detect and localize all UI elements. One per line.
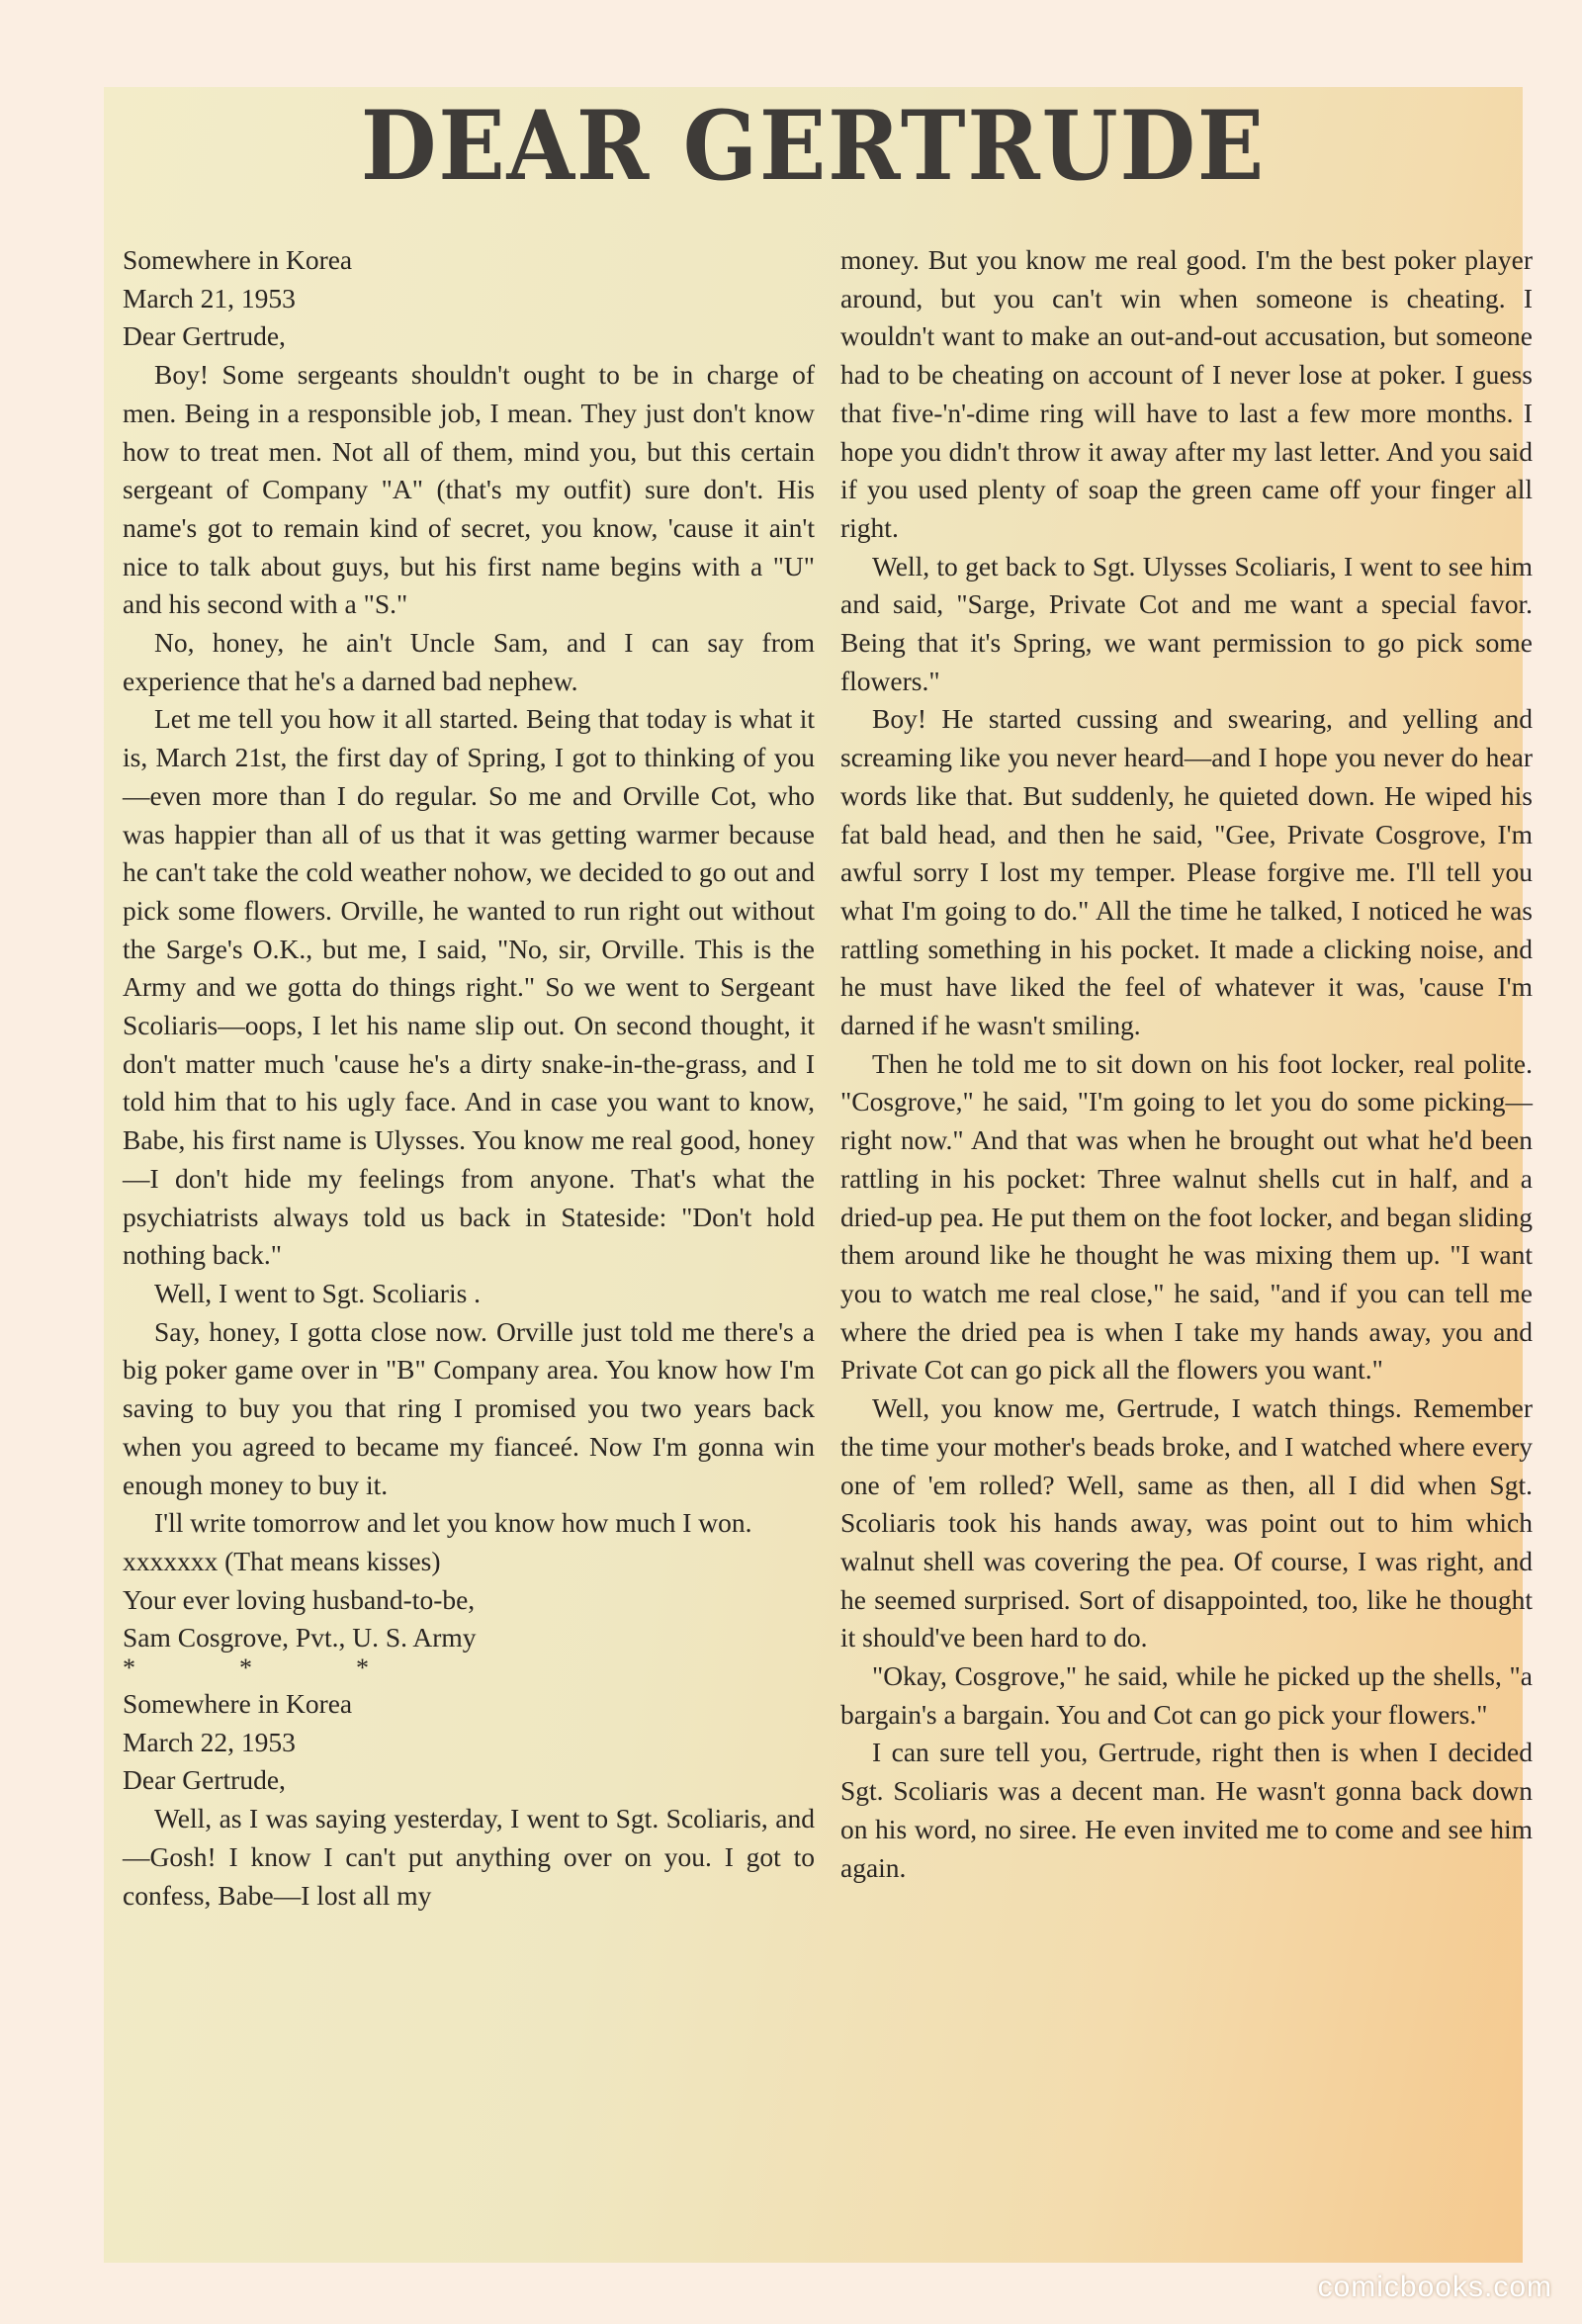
letter2-paragraph: money. But you know me real good. I'm the best poker player around, but you can't win when someone is cheating. I wouldn't want to make an out-and-out accusation, but someone had to be cheating on account of I never lose at poker. I guess that five-'n'-dime ring will have to last a few more months. I hope you didn't throw it away after my last letter. And you said if you used plenty of soap the green came off your finger all right. <box>840 244 1533 543</box>
letter1-place: Somewhere in Korea <box>123 244 353 275</box>
separator-star: * <box>123 1654 135 1683</box>
letter1-paragraph: Let me tell you how it all started. Being that today is what it is, March 21st, the first day of Spring, I got to thinking of you—even more than I do regular. So me and Orville Cot, who was happier than all of us that it was getting warmer because he can't take the cold weather nohow, we decided to go out and pick some flowers. Orville, he wanted to run right out without the Sarge's O.K., but me, I said, "No, sir, Orville. This is the Army and we gotta do things right." So we went to Sergeant Scoliaris—oops, I let his name slip out. On second thought, it don't matter much 'cause he's a dirty snake-in-the-grass, and I told him that to his ugly face. And in case you want to know, Babe, his first name is Ulysses. You know me real good, honey—I don't hide my feelings from anyone. That's what the psychiatrists always told us back in Stateside: "Don't hold nothing back." <box>123 703 815 1271</box>
letter2-place: Somewhere in Korea <box>123 1688 353 1720</box>
letter2-paragraph: Well, you know me, Gertrude, I watch things. Remember the time your mother's beads broke, and I watched where every one of 'em rolled? Well, same as then, all I did when Sgt. Scoliaris took his hands away, was point out to him which walnut shell was covering the pea. Of course, I was right, and he seemed surprised. Sort of disappointed, too, like he thought it should've been hard to do. <box>840 1392 1533 1654</box>
letter1-paragraph: Say, honey, I gotta close now. Orville just told me there's a big poker game over in "B" Company area. You know how I'm saving to buy you that ring I promised you two years back when you agreed to became my fianceé. Now I'm gonna win enough money to buy it. <box>123 1315 815 1500</box>
letter2-paragraph: "Okay, Cosgrove," he said, while he picked up the shells, "a bargain's a bargain. You and Cot can go pick your flowers." <box>840 1660 1533 1730</box>
letter1-date: March 21, 1953 <box>123 282 296 313</box>
site-watermark: comicbooks.com <box>1317 2271 1552 2303</box>
letter2-date: March 22, 1953 <box>123 1726 296 1757</box>
letter1-paragraph: Boy! Some sergeants shouldn't ought to be in charge of men. Being in a responsible job, I mean. They just don't know how to treat men. Not all of them, mind you, but this certain sergeant of Company "A" (that's my outfit) sure don't. His name's got to remain kind of secret, you know, 'cause it ain't nice to talk about guys, but his first name begins with a "U" and his second with a "S." <box>123 359 815 620</box>
letter2-greeting: Dear Gertrude, <box>123 1764 286 1796</box>
section-separator <box>123 1654 815 1683</box>
separator-star: * <box>239 1654 252 1683</box>
letter1-paragraph: Well, I went to Sgt. Scoliaris . <box>154 1277 482 1308</box>
letter1-paragraph: I'll write tomorrow and let you know how much I won. <box>154 1507 752 1539</box>
letter2-paragraph: Boy! He started cussing and swearing, and yelling and screaming like you never heard—and I hope you never do hear words like that. But suddenly, he quieted down. He wiped his fat bald head, and then he said, "Gee, Private Cosgrove, I'm awful sorry I lost my temper. Please forgive me. I'll tell you what I'm going to do." All the time he talked, I noticed he was rattling something in his pocket. It made a clicking noise, and he must have liked the feel of whatever it was, 'cause I'm darned if he wasn't smiling. <box>840 703 1533 1041</box>
letter1-kisses: xxxxxxx (That means kisses) <box>123 1545 441 1576</box>
letter2-paragraph: Well, to get back to Sgt. Ulysses Scoliaris, I went to see him and said, "Sarge, Private Cot and me want a special favor. Being that it's Spring, we want permission to go pick some flowers." <box>840 550 1533 696</box>
right-column <box>840 241 1533 1887</box>
letter1-paragraph: No, honey, he ain't Uncle Sam, and I can say from experience that he's a darned bad nephew. <box>123 627 815 696</box>
letter1-signature: Sam Cosgrove, Pvt., U. S. Army <box>123 1622 477 1654</box>
letter1-closing: Your ever loving husband-to-be, <box>123 1583 476 1615</box>
letter1-greeting: Dear Gertrude, <box>123 320 286 352</box>
page-title: DEAR GERTRUDE <box>360 90 1267 202</box>
left-column <box>123 241 815 1915</box>
letter2-paragraph: Well, as I was saying yesterday, I went to Sgt. Scoliaris, and—Gosh! I know I can't put anything over on you. I got to confess, Babe—I lost all my <box>123 1803 815 1911</box>
separator-star: * <box>356 1654 369 1683</box>
letter2-paragraph: Then he told me to sit down on his foot locker, real polite. "Cosgrove," he said, "I'm going to let you do some picking—right now." And that was when he brought out what he'd been rattling in his pocket: Three walnut shells cut in half, and a dried-up pea. He put them on the foot locker, and began sliding them around like he thought he was mixing them up. "I want you to watch me real close," he said, "and if you can tell me where the dried pea is when I take my hands away, you and Private Cot can go pick all the flowers you want." <box>840 1047 1533 1385</box>
letter2-paragraph: I can sure tell you, Gertrude, right then is when I decided Sgt. Scoliaris was a decent man. He wasn't gonna back down on his word, no siree. He even invited me to come and see him again. <box>840 1737 1533 1883</box>
